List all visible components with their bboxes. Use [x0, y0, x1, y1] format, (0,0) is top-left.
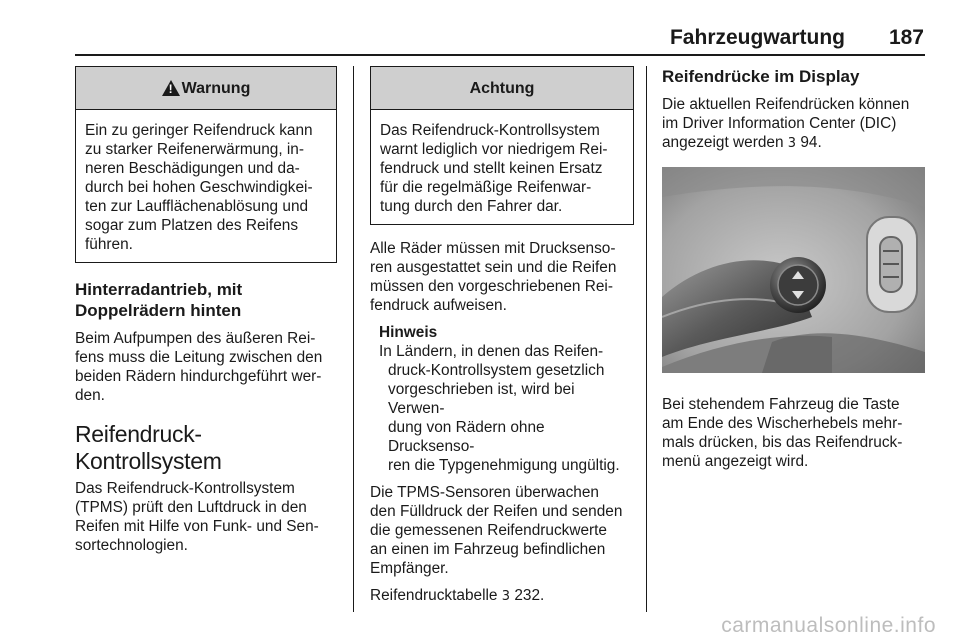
text-line: druck-Kontrollsystem gesetzlich — [388, 362, 605, 379]
text-line: den Fülldruck der Reifen und senden — [370, 503, 623, 520]
text-line: die gemessenen Reifendruckwerte — [370, 522, 607, 539]
page-header — [0, 0, 960, 56]
cross-reference-arrow-icon: 3 — [501, 589, 511, 604]
column-middle — [370, 66, 634, 614]
text-line: angezeigt werden — [662, 134, 784, 151]
text-line: fendruck aufweisen. — [370, 297, 507, 314]
text-line: müssen den vorgeschriebenen Rei- — [370, 278, 613, 295]
note-block — [370, 323, 634, 475]
text-line: zu starker Reifenerwärmung, in- — [85, 141, 304, 158]
heading-tpms: Reifendruck-Kontrollsystem — [75, 421, 222, 474]
text-line: Beim Aufpumpen des äußeren Rei- — [75, 330, 316, 347]
caution-label: Achtung — [469, 79, 535, 97]
table-reference — [370, 586, 634, 606]
text-line: Alle Räder müssen mit Drucksenso- — [370, 240, 616, 257]
text-line: fendruck und stellt keinen Ersatz — [380, 160, 603, 177]
text-line: Das Reifendruck-Kontrollsystem — [380, 122, 600, 139]
text-line: fens muss die Leitung zwischen den — [75, 349, 323, 366]
cross-reference-arrow-icon: 3 — [787, 136, 797, 151]
wiper-lever-photo — [662, 167, 925, 373]
heading-line: Hinterradantrieb, mit — [75, 280, 243, 299]
column-divider — [646, 66, 647, 612]
column-left — [75, 66, 337, 563]
warning-label: Warnung — [181, 79, 251, 97]
text-line: Ein zu geringer Reifendruck kann — [85, 122, 313, 139]
text-line: sogar zum Platzen des Reifens — [85, 217, 299, 234]
warning-triangle-icon — [162, 80, 180, 96]
text-line: neren Beschädigungen und da- — [85, 160, 300, 177]
reference-page[interactable]: 232. — [514, 587, 545, 604]
text-line: beiden Rädern hindurchgeführt wer- — [75, 368, 322, 385]
warning-box-header — [76, 67, 336, 110]
reference-text: Reifendrucktabelle — [370, 587, 498, 604]
text-line: Reifen mit Hilfe von Funk- und Sen- — [75, 518, 319, 535]
text-line: Die TPMS-Sensoren überwachen — [370, 484, 599, 501]
heading-line: Doppelrädern hinten — [75, 301, 242, 320]
column-right — [662, 66, 925, 479]
text-line: ren ausgestattet sein und die Reifen — [370, 259, 617, 276]
page-number: 187 — [888, 26, 924, 49]
warning-box — [75, 66, 337, 263]
text-line: ten zur Laufflächenablösung und — [85, 198, 309, 215]
heading-rear-drive — [75, 279, 337, 321]
text-line: durch bei hohen Geschwindigkei- — [85, 179, 313, 196]
text-line: den. — [75, 387, 105, 404]
column-divider — [353, 66, 354, 612]
text-line: In Ländern, in denen das Reifen- — [379, 343, 604, 360]
text-line: vorgeschrieben ist, wird bei Verwen- — [388, 381, 575, 417]
text-line: Die aktuellen Reifendrücken können — [662, 96, 910, 113]
section-title: Fahrzeugwartung — [669, 26, 845, 49]
heading-display: Reifendrücke im Display — [662, 67, 860, 86]
text-line: (TPMS) prüft den Luftdruck in den — [75, 499, 307, 516]
text-line: menü angezeigt wird. — [662, 453, 809, 470]
note-label: Hinweis — [379, 324, 438, 341]
text-line: am Ende des Wischerhebels mehr- — [662, 415, 903, 432]
text-line: warnt lediglich vor niedrigem Rei- — [380, 141, 608, 158]
caution-box — [370, 66, 634, 225]
text-line: für die regelmäßige Reifenwar- — [380, 179, 592, 196]
note-text — [379, 342, 634, 475]
text-line: Bei stehendem Fahrzeug die Taste — [662, 396, 900, 413]
tpms-paragraph — [75, 479, 337, 555]
warning-text — [76, 110, 336, 262]
after-photo-paragraph — [662, 395, 925, 471]
display-paragraph — [662, 95, 925, 153]
sensors-paragraph — [370, 239, 634, 315]
text-line: dung von Rädern ohne Drucksenso- — [388, 419, 545, 455]
caution-box-header — [371, 67, 633, 110]
watermark: carmanualsonline.info — [721, 614, 936, 637]
text-line: tung durch den Fahrer dar. — [380, 198, 563, 215]
header-rule — [75, 54, 925, 56]
rear-drive-paragraph — [75, 329, 337, 405]
text-line: Empfänger. — [370, 560, 449, 577]
text-line: ren die Typgenehmigung ungültig. — [388, 457, 620, 474]
text-line: an einen im Fahrzeug befindlichen — [370, 541, 606, 558]
text-line: sortechnologien. — [75, 537, 188, 554]
text-line: führen. — [85, 236, 133, 253]
monitor-paragraph — [370, 483, 634, 578]
text-line: mals drücken, bis das Reifendruck- — [662, 434, 903, 451]
reference-page[interactable]: 94. — [800, 134, 822, 151]
text-line: im Driver Information Center (DIC) — [662, 115, 897, 132]
caution-text — [371, 110, 633, 224]
text-line: Das Reifendruck-Kontrollsystem — [75, 480, 295, 497]
